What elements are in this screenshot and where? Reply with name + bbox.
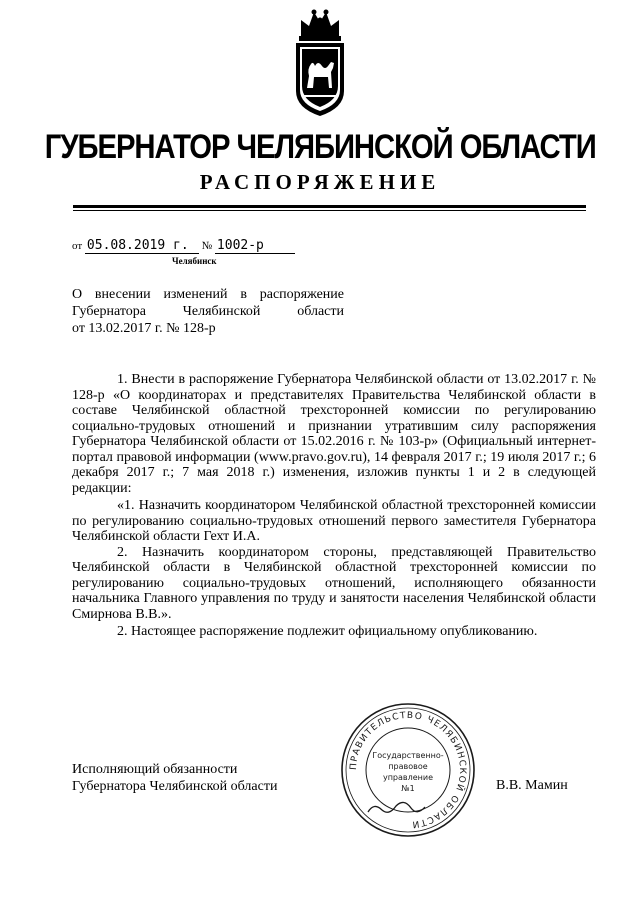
seal-center-line: правовое bbox=[388, 762, 428, 771]
seal-center-line: управление bbox=[382, 773, 434, 782]
subject-line: О внесении изменений в распоряжение bbox=[72, 287, 344, 302]
seal-center-line: №1 bbox=[401, 784, 415, 793]
seal-center-line: Государственно- bbox=[372, 751, 444, 760]
paragraph: «1. Назначить координатором Челябинской областной трехсторонней комиссии по регулированию социально-трудовых отношений первого заместителя Губернатора Челябинской области Гехт И.А. bbox=[72, 498, 596, 544]
position-line: Губернатора Челябинской области bbox=[72, 779, 278, 794]
document-meta bbox=[72, 238, 295, 254]
seal-ring-text: ПРАВИТЕЛЬСТВО ЧЕЛЯБИНСКОЙ ОБЛАСТИ bbox=[348, 710, 468, 830]
date-prefix: от bbox=[72, 240, 83, 252]
subject-line: от 13.02.2017 г. № 128-р bbox=[72, 321, 216, 336]
official-seal bbox=[338, 700, 478, 840]
document-date: 05.08.2019 г. bbox=[85, 238, 199, 254]
signatory-name: В.В. Мамин bbox=[496, 778, 568, 793]
document-subject bbox=[72, 286, 344, 337]
number-prefix: № bbox=[201, 240, 213, 252]
document-body bbox=[72, 372, 596, 640]
coat-of-arms-emblem bbox=[287, 6, 353, 118]
header-rule-thin bbox=[73, 210, 586, 211]
paragraph: 2. Настоящее распоряжение подлежит официальному опубликованию. bbox=[117, 624, 538, 639]
position-line: Исполняющий обязанности bbox=[72, 762, 238, 777]
document-type: РАСПОРЯЖЕНИЕ bbox=[199, 170, 441, 194]
subject-line: Губернатора Челябинской области bbox=[72, 304, 344, 319]
paragraph: 2. Назначить координатором стороны, представляющей Правительство Челябинской области в Челябинской областной трехсторонней комиссии по регулированию социально-трудовых отношений, исполняющего обязанности начальника Главного управления по труду и занятости населения Челябинской области Смирнова В.В.». bbox=[72, 544, 596, 622]
paragraph: 1. Внести в распоряжение Губернатора Челябинской области от 13.02.2017 г. № 128-р «О координаторах и представителях Правительства Челябинской области в составе Челябинской областной трехсторонней комиссии по регулированию социально-трудовых отношений и признании утратившим силу распоряжения Губернатора Челябинской области от 15.02.2016 г. № 103-р» (Официальный интернет-портал правовой информации (www.pravo.gov.ru), 14 февраля 2017 г.; 19 июля 2017 г.; 6 декабря 2017 г.; 7 мая 2018 г.) изменения, изложив пункты 1 и 2 в следующей редакции: bbox=[72, 372, 596, 496]
document-number: 1002-р bbox=[215, 238, 295, 254]
header-rule-thick bbox=[73, 205, 586, 208]
document-city: Челябинск bbox=[172, 256, 217, 266]
signatory-position bbox=[72, 761, 277, 795]
issuer-title: ГУБЕРНАТОР ЧЕЛЯБИНСКОЙ ОБЛАСТИ bbox=[44, 128, 596, 166]
